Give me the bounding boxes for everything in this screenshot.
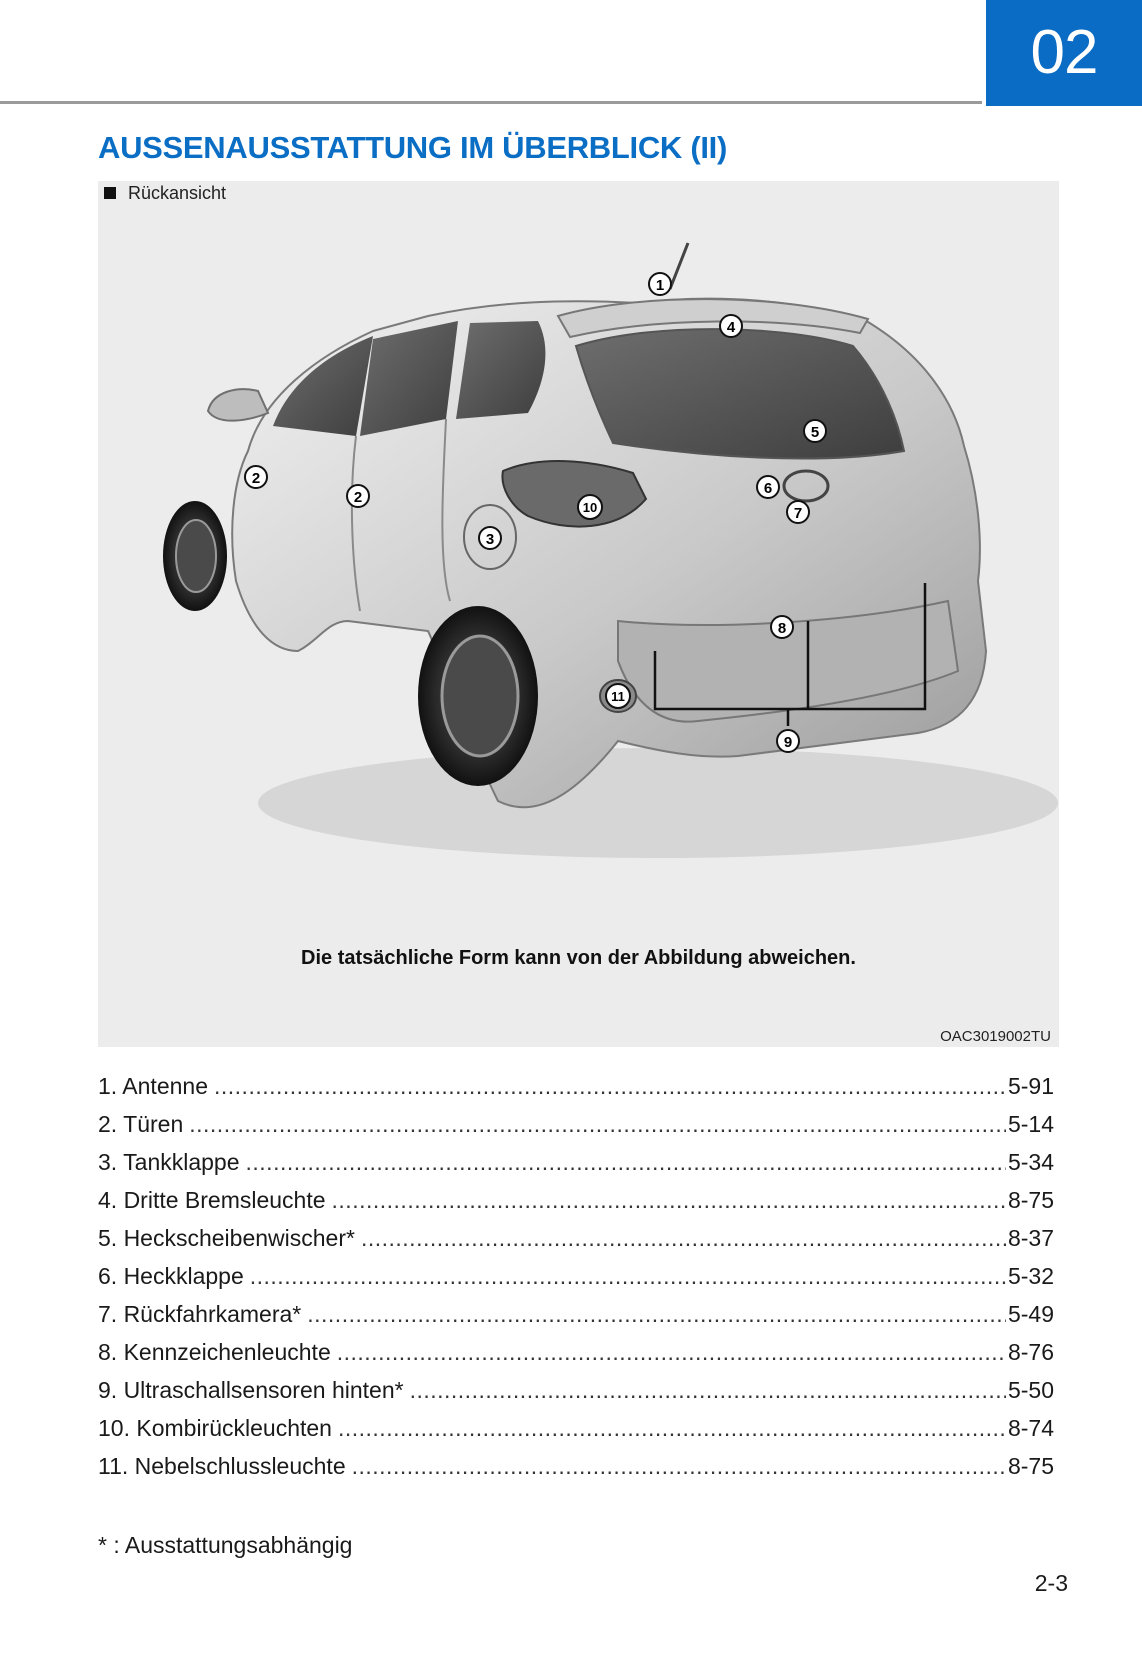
figure-code: OAC3019002TU — [940, 1028, 1051, 1045]
svg-text:3: 3 — [485, 531, 495, 548]
legend-page: 8-76 — [1007, 1339, 1054, 1365]
legend-label: 11. Nebelschlussleuchte — [98, 1453, 346, 1479]
leader-dots — [410, 1377, 1006, 1404]
leader-dots — [307, 1301, 1006, 1328]
legend-label: 7. Rückfahrkamera* — [98, 1301, 302, 1327]
footnote: * : Ausstattungsabhängig — [98, 1532, 353, 1558]
callout-9 — [777, 730, 799, 752]
legend-label: 8. Kennzeichenleuchte — [98, 1339, 331, 1365]
callout-2b — [347, 485, 369, 507]
svg-text:2: 2 — [251, 470, 261, 487]
legend-item — [98, 1453, 1054, 1491]
leader-dots — [189, 1111, 1006, 1138]
leader-dots — [337, 1339, 1006, 1366]
svg-text:2: 2 — [353, 489, 363, 506]
rear-wheel-rim — [442, 636, 518, 756]
legend-label: 9. Ultraschallsensoren hinten* — [98, 1377, 404, 1403]
page-number: 2-3 — [1034, 1570, 1068, 1596]
svg-text:9: 9 — [783, 734, 793, 751]
side-window-quarter — [456, 321, 545, 419]
leader-dots — [214, 1073, 1006, 1100]
figure-caption: Die tatsächliche Form kann von der Abbildung abweichen. — [301, 947, 856, 969]
legend-page: 5-49 — [1007, 1301, 1054, 1327]
front-wheel-rim — [176, 520, 216, 592]
svg-text:7: 7 — [793, 505, 803, 522]
side-mirror — [208, 389, 268, 420]
ground-shadow — [258, 748, 1058, 858]
legend-page: 5-14 — [1007, 1111, 1054, 1137]
callout-4 — [720, 315, 742, 337]
legend-page: 8-74 — [1007, 1415, 1054, 1441]
svg-text:8: 8 — [777, 620, 787, 637]
view-label-text: Rückansicht — [128, 183, 227, 203]
legend-item — [98, 1377, 1054, 1415]
parts-legend — [98, 1073, 1054, 1491]
callout-1 — [649, 273, 671, 295]
legend-page: 8-37 — [1007, 1225, 1054, 1251]
legend-label: 4. Dritte Bremsleuchte — [98, 1187, 326, 1213]
leader-dots — [338, 1415, 1006, 1442]
svg-text:6: 6 — [763, 480, 773, 497]
legend-page: 5-32 — [1007, 1263, 1054, 1289]
legend-label: 2. Türen — [98, 1111, 184, 1137]
legend-page: 5-50 — [1007, 1377, 1054, 1403]
leader-dots — [352, 1453, 1006, 1480]
svg-text:10: 10 — [582, 500, 598, 515]
legend-page: 5-34 — [1007, 1149, 1054, 1175]
leader-dots — [361, 1225, 1006, 1252]
callout-6 — [757, 476, 779, 498]
legend-label: 6. Heckklappe — [98, 1263, 244, 1289]
chapter-tab: 02 — [986, 0, 1142, 106]
car-rear-illustration — [98, 181, 1059, 941]
callout-11 — [606, 684, 630, 708]
svg-text:1: 1 — [655, 277, 665, 294]
callout-5 — [804, 420, 826, 442]
callout-2a — [245, 466, 267, 488]
legend-item — [98, 1415, 1054, 1453]
callout-10 — [578, 495, 602, 519]
callout-3 — [479, 527, 501, 549]
legend-label: 1. Antenne — [98, 1073, 208, 1099]
rear-windshield — [576, 329, 904, 458]
legend-item — [98, 1187, 1054, 1225]
legend-label: 10. Kombirückleuchten — [98, 1415, 332, 1441]
legend-item — [98, 1111, 1054, 1149]
antenna — [670, 243, 688, 289]
legend-page: 5-91 — [1007, 1073, 1054, 1099]
rear-view-figure — [98, 181, 1059, 1047]
svg-text:11: 11 — [611, 689, 625, 704]
legend-item — [98, 1225, 1054, 1263]
legend-label: 5. Heckscheibenwischer* — [98, 1225, 355, 1251]
legend-label: 3. Tankklappe — [98, 1149, 240, 1175]
legend-item — [98, 1263, 1054, 1301]
callout-8 — [771, 616, 793, 638]
svg-text:5: 5 — [810, 424, 820, 441]
legend-item — [98, 1301, 1054, 1339]
callout-7 — [787, 501, 809, 523]
svg-text:4: 4 — [726, 319, 736, 336]
legend-page: 8-75 — [1007, 1187, 1054, 1213]
page-title: AUSSENAUSSTATTUNG IM ÜBERBLICK (II) — [98, 130, 727, 165]
header-rule — [0, 101, 982, 104]
leader-dots — [250, 1263, 1006, 1290]
legend-item — [98, 1339, 1054, 1377]
leader-dots — [246, 1149, 1006, 1176]
legend-item — [98, 1073, 1054, 1111]
legend-page: 8-75 — [1007, 1453, 1054, 1479]
leader-dots — [332, 1187, 1006, 1214]
legend-item — [98, 1149, 1054, 1187]
